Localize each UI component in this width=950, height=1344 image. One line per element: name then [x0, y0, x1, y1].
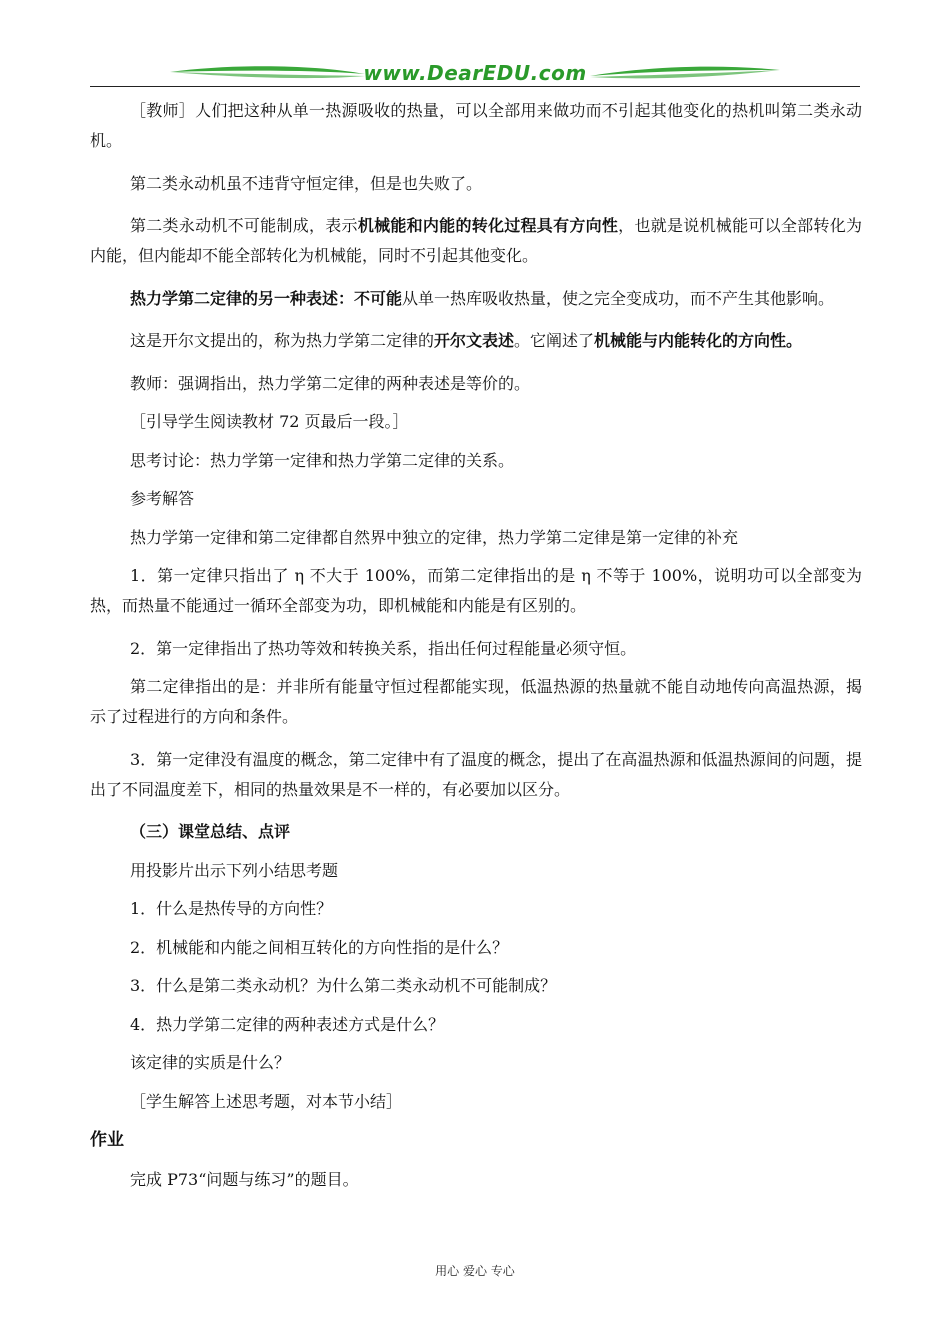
question-1: 1．什么是热传导的方向性？	[130, 899, 333, 918]
paragraph-equivalence: 教师：强调指出，热力学第二定律的两种表述是等价的。	[130, 373, 531, 393]
header-rule	[90, 86, 860, 87]
homework-heading: 作业	[90, 1130, 124, 1150]
question-4: 4．热力学第二定律的两种表述方式是什么？	[130, 1014, 445, 1034]
page-footer: 用心 爱心 专心	[435, 1264, 515, 1278]
paragraph-kelvin-statement: 这是开尔文提出的，称为热力学第二定律的开尔文表述。它阐述了机械能与内能转化的方向性。	[130, 331, 803, 350]
section-heading-summary: （三）课堂总结、点评	[130, 822, 291, 841]
question-2: 2．机械能和内能之间相互转化的方向性指的是什么？	[130, 937, 509, 957]
paragraph-discussion: 思考讨论：热力学第一定律和热力学第二定律的关系。	[130, 450, 515, 470]
question-essence: 该定律的实质是什么？	[130, 1053, 291, 1072]
homework-text: 完成 P73“问题与练习”的题目。	[130, 1170, 359, 1189]
paragraph-directionality: 第二类永动机不可能制成，表示机械能和内能的转化过程具有方向性，也就是说机械能可以全部转化为内能，但内能却不能全部转化为机械能，同时不引起其他变化。	[90, 216, 862, 265]
paragraph-point-2: 2．第一定律指出了热功等效和转换关系，指出任何过程能量必须守恒。	[130, 638, 637, 658]
paragraph-second-kind-failed: 第二类永动机虽不违背守恒定律，但是也失败了。	[130, 173, 483, 193]
page-header	[90, 58, 860, 90]
paragraph-reading-guide: ［引导学生阅读教材 72 页最后一段。］	[130, 412, 409, 431]
paragraph-alt-statement: 热力学第二定律的另一种表述：不可能从单一热库吸收热量，使之完全变成功，而不产生其他影响。	[130, 288, 835, 308]
paragraph-second-law-points: 第二定律指出的是：并非所有能量守恒过程都能实现，低温热源的热量就不能自动地传向高温热源，揭示了过程进行的方向和条件。	[90, 677, 862, 726]
paragraph-relation: 热力学第一定律和第二定律都自然界中独立的定律，热力学第二定律是第一定律的补充	[130, 527, 739, 547]
document-body	[90, 96, 862, 1208]
paragraph-teacher-definition: ［教师］人们把这种从单一热源吸收的热量，可以全部用来做功而不引起其他变化的热机叫第二类永动机。	[90, 101, 862, 150]
paragraph-point-1: 1．第一定律只指出了 η 不大于 100%，而第二定律指出的是 η 不等于 100%，说明功可以全部变为热，而热量不能通过一循环全部变为功，即机械能和内能是有区别的。	[90, 566, 862, 615]
paragraph-reference-answer: 参考解答	[130, 489, 195, 508]
paragraph-slide-intro: 用投影片出示下列小结思考题	[130, 860, 339, 880]
question-3: 3．什么是第二类永动机？为什么第二类永动机不可能制成？	[130, 976, 557, 995]
paragraph-point-3: 3．第一定律没有温度的概念，第二定律中有了温度的概念，提出了在高温热源和低温热源间的问题，提出了不同温度差下，相同的热量效果是不一样的，有必要加以区分。	[90, 749, 862, 799]
site-logo-text: www.DearEDU.com	[363, 61, 587, 85]
paragraph-student-answer: ［学生解答上述思考题，对本节小结］	[130, 1091, 403, 1111]
